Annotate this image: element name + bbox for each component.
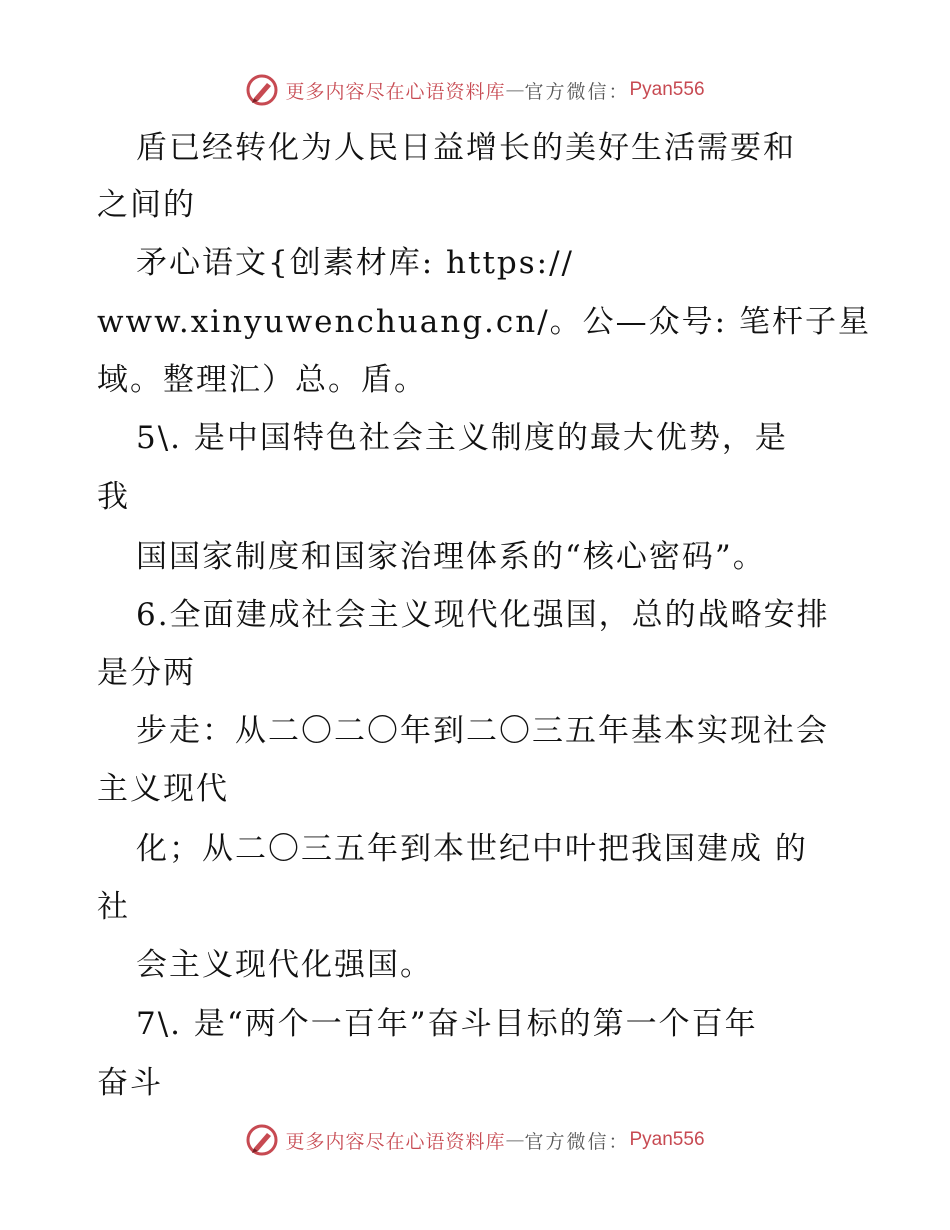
text-line: 奋斗	[97, 1065, 163, 1101]
footer-watermark-text: 更多内容尽在心语资料库	[285, 1130, 506, 1153]
text-line: 7\. 是“两个一百年”奋斗目标的第一个百年	[136, 1006, 758, 1042]
text-line: 5\. 是中国特色社会主义制度的最大优势，是	[136, 420, 788, 456]
header-watermark-wechat-id: Pyan556	[629, 79, 705, 100]
footer-watermark-wechat-id: Pyan556	[629, 1129, 705, 1150]
text-line: 我	[97, 479, 130, 515]
footer-watermark-wechat-label: 官方微信：	[524, 1130, 630, 1153]
text-line: 矛心语文{创素材库: https://	[136, 245, 574, 281]
text-line: 会主义现代化强国。	[136, 947, 433, 983]
pen-logo-icon	[245, 1123, 279, 1157]
text-line: www.xinyuwenchuang.cn/。公—众号: 笔杆子星	[97, 304, 871, 340]
text-line: 之间的	[97, 187, 196, 223]
text-line: 域。整理汇）总。盾。	[97, 362, 427, 398]
text-line: 是分两	[97, 655, 196, 691]
text-line: 主义现代	[97, 771, 229, 807]
text-line: 国国家制度和国家治理体系的“核心密码”。	[136, 539, 766, 575]
text-line: 6.全面建成社会主义现代化强国，总的战略安排	[136, 597, 830, 633]
text-line: 化；从二〇三五年到本世纪中叶把我国建成 的	[136, 831, 808, 867]
header-watermark-text: 更多内容尽在心语资料库	[285, 80, 506, 103]
header-watermark-separator: —	[505, 79, 525, 101]
footer-watermark	[0, 1120, 950, 1160]
header-watermark-wechat-label: 官方微信：	[524, 80, 630, 103]
text-line: 步走：从二〇二〇年到二〇三五年基本实现社会	[136, 713, 829, 749]
text-line: 社	[97, 889, 130, 925]
text-line: 盾已经转化为人民日益增长的美好生活需要和	[136, 130, 796, 166]
footer-watermark-separator: —	[505, 1129, 525, 1151]
